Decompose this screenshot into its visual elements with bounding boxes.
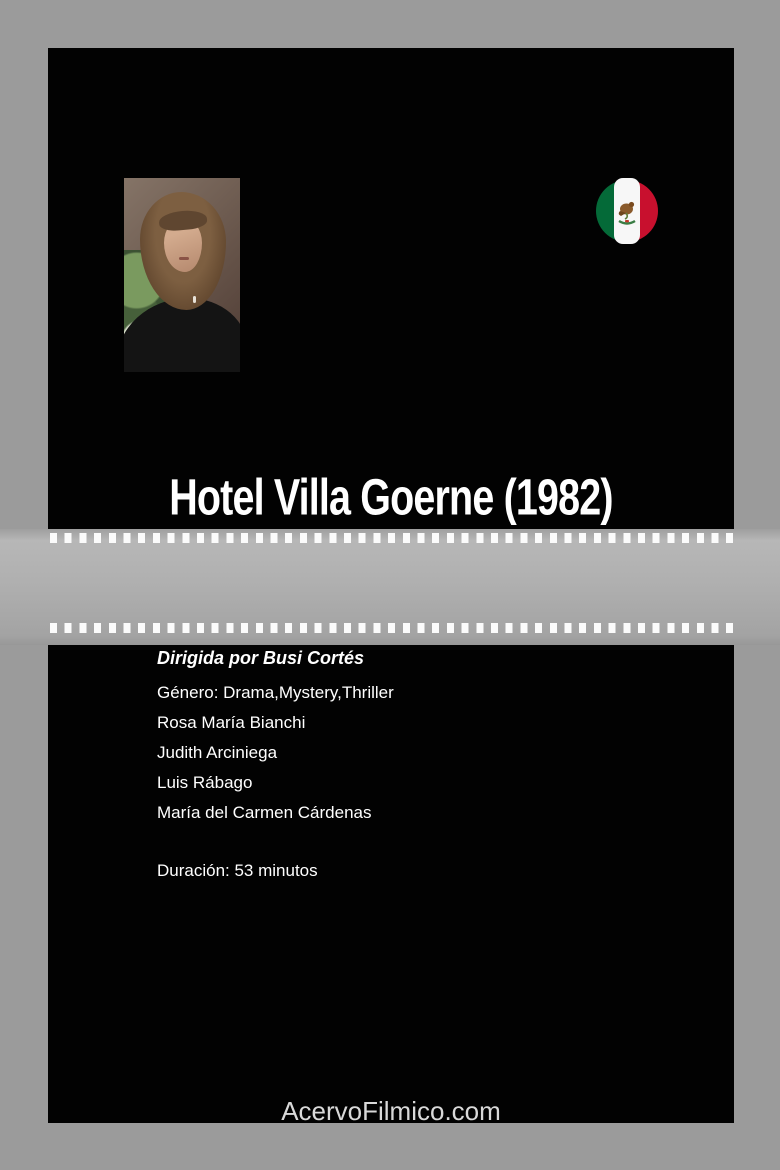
genre-line: Género: Drama,Mystery,Thriller <box>157 683 394 702</box>
film-sprocket-holes-top <box>50 533 740 543</box>
mexico-flag-icon <box>596 178 658 244</box>
cast-member: Judith Arciniega <box>157 743 278 762</box>
photo-necklace-pendant <box>193 296 196 303</box>
film-sprocket-holes-bottom <box>50 623 740 633</box>
actress-photo <box>124 178 240 372</box>
cast-member: María del Carmen Cárdenas <box>157 803 372 822</box>
film-strip <box>0 529 780 645</box>
cast-member: Luis Rábago <box>157 773 253 792</box>
photo-smile <box>179 257 189 260</box>
cast-member: Rosa María Bianchi <box>157 713 306 732</box>
movie-title-text: Hotel Villa Goerne (1982) <box>169 467 613 526</box>
director-line: Dirigida por Busi Cortés <box>157 648 365 668</box>
credits-block <box>157 646 394 886</box>
duration-line: Duración: 53 minutos <box>157 861 318 880</box>
site-watermark: AcervoFilmico.com <box>281 1096 501 1126</box>
movie-title <box>48 461 734 531</box>
flag-eagle-emblem <box>612 195 642 227</box>
